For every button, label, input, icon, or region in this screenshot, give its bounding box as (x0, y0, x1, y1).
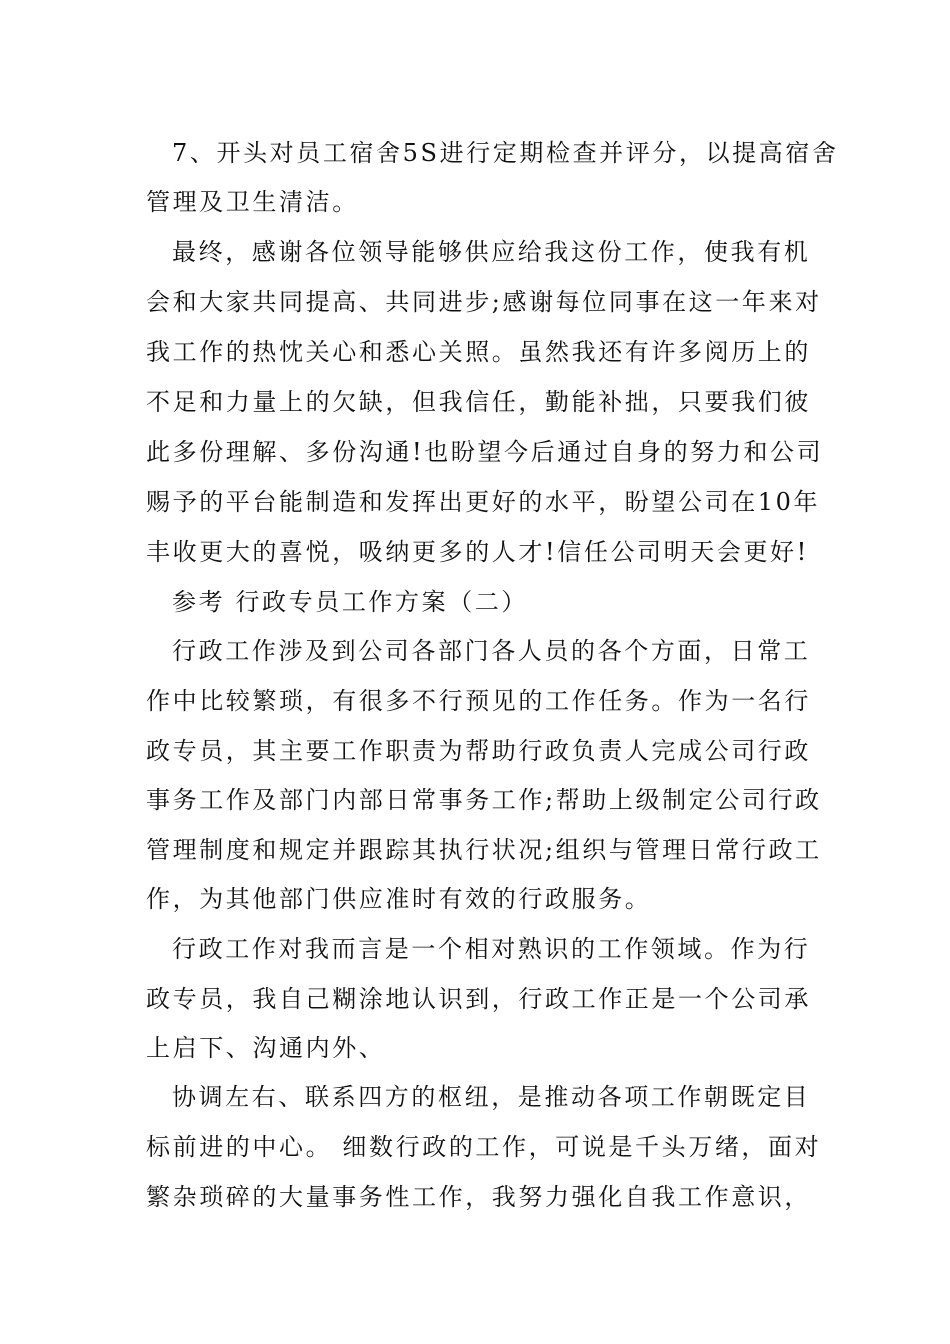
text-line: 7、开头对员工宿舍5S进行定期检查并评分，以提高宿舍 (172, 139, 839, 167)
text-line: 最终，感谢各位领导能够供应给我这份工作，使我有机 (172, 238, 811, 266)
text-line: 上启下、沟通内外、 (146, 1034, 386, 1062)
text-line: 协调左右、联系四方的枢纽，是推动各项工作朝既定目 (172, 1083, 811, 1111)
text-line: 作中比较繁琐，有很多不行预见的工作任务。作为一名行 (146, 687, 811, 715)
text-line: 行政工作涉及到公司各部门各人员的各个方面，日常工 (172, 637, 811, 665)
text-line: 此多份理解、多份沟通!也盼望今后通过自身的努力和公司 (146, 438, 824, 466)
text-line: 行政工作对我而言是一个相对熟识的工作领域。作为行 (172, 935, 811, 963)
text-line: 丰收更大的喜悦，吸纳更多的人才!信任公司明天会更好! (146, 538, 809, 566)
section-heading: 参考 行政专员工作方案（二） (172, 588, 529, 616)
text-line: 会和大家共同提高、共同进步;感谢每位同事在这一年来对 (146, 288, 822, 316)
text-line: 管理及卫生清洁。 (146, 188, 359, 216)
text-line: 赐予的平台能制造和发挥出更好的水平，盼望公司在10年 (146, 488, 821, 516)
text-line: 不足和力量上的欠缺，但我信任，勤能补拙，只要我们彼 (146, 388, 811, 416)
text-line: 标前进的中心。 细数行政的工作，可说是千头万绪，面对 (146, 1133, 822, 1161)
text-line: 政专员，我自己糊涂地认识到，行政工作正是一个公司承 (146, 985, 811, 1013)
text-line: 作，为其他部门供应准时有效的行政服务。 (146, 885, 652, 913)
text-line: 政专员，其主要工作职责为帮助行政负责人完成公司行政 (146, 737, 811, 765)
text-line: 我工作的热忱关心和悉心关照。虽然我还有许多阅历上的 (146, 338, 811, 366)
text-line: 事务工作及部门内部日常事务工作;帮助上级制定公司行政 (146, 786, 822, 814)
text-line: 管理制度和规定并跟踪其执行状况;组织与管理日常行政工 (146, 836, 822, 864)
text-line: 繁杂琐碎的大量事务性工作，我努力强化自我工作意识， (146, 1183, 811, 1211)
